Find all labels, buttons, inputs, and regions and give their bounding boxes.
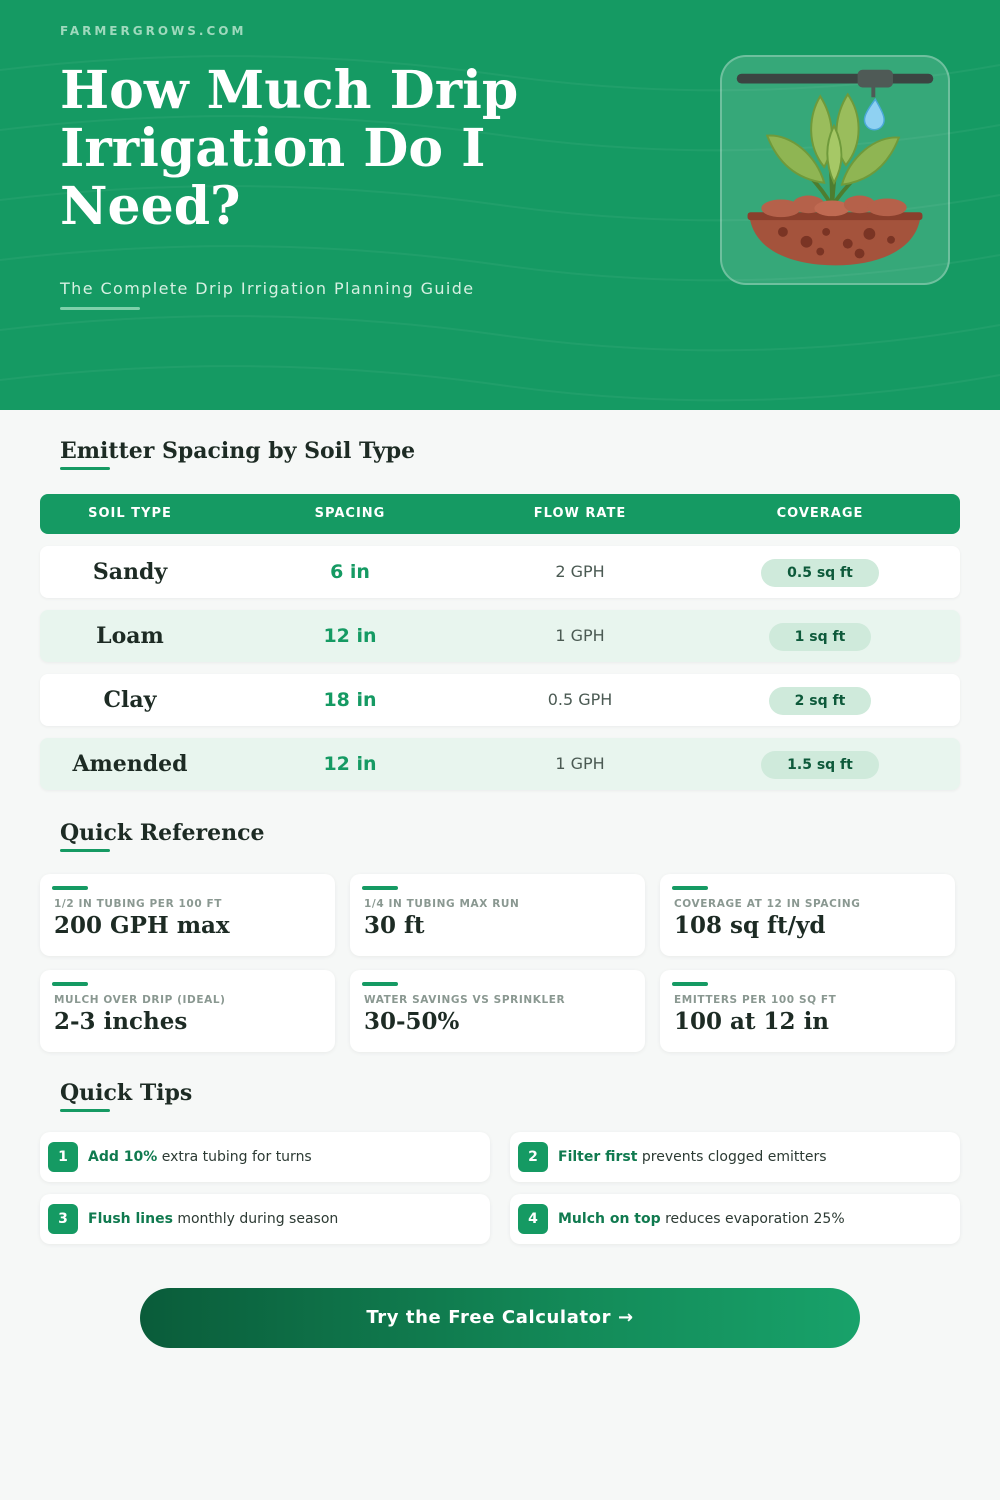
flow-rate-cell: 0.5 GPH (547, 690, 613, 709)
card-accent-bar (362, 886, 398, 890)
card-accent-bar (672, 982, 708, 986)
reference-value: 100 at 12 in (674, 1008, 830, 1035)
coverage-pill: 1.5 sq ft (761, 751, 879, 779)
tip-item (40, 1194, 490, 1244)
card-accent-bar (52, 886, 88, 890)
card-accent-bar (362, 982, 398, 986)
tip-highlight: Mulch on top (558, 1211, 661, 1227)
soil-type-cell: Loam (96, 623, 164, 649)
reference-card (660, 970, 955, 1052)
card-accent-bar (672, 886, 708, 890)
hero-banner (0, 0, 1000, 410)
column-header-spacing: SPACING (314, 506, 386, 521)
page-title: How Much Drip Irrigation Do I Need? (60, 60, 519, 237)
table-row (40, 610, 960, 662)
spacing-cell: 12 in (323, 753, 377, 775)
coverage-cell (730, 674, 910, 726)
reference-card (350, 874, 645, 956)
column-header-coverage: COVERAGE (776, 506, 864, 521)
site-name: FARMERGROWS.COM (60, 24, 247, 38)
tip-item (510, 1194, 960, 1244)
table-row (40, 546, 960, 598)
tip-highlight: Add 10% (88, 1149, 158, 1165)
reference-value: 30-50% (364, 1008, 460, 1035)
free-calculator-button[interactable]: Try the Free Calculator → (140, 1288, 860, 1348)
subtitle-underline (60, 307, 140, 310)
tip-highlight: Flush lines (88, 1211, 173, 1227)
hero-illustration (720, 55, 950, 285)
reference-card (350, 970, 645, 1052)
coverage-cell (730, 546, 910, 598)
section-title-quick-tips: Quick Tips (60, 1080, 193, 1106)
spacing-cell: 18 in (323, 689, 377, 711)
tip-number-badge: 4 (518, 1204, 548, 1234)
soil-type-cell: Clay (103, 687, 157, 713)
soil-type-cell: Amended (72, 751, 188, 777)
section-underline (60, 467, 110, 470)
reference-value: 30 ft (364, 912, 425, 939)
tip-highlight: Filter first (558, 1149, 638, 1165)
tip-rest: monthly during season (172, 1211, 339, 1227)
table-row (40, 674, 960, 726)
flow-rate-cell: 1 GPH (555, 754, 605, 773)
flow-rate-cell: 2 GPH (555, 562, 605, 581)
spacing-cell: 6 in (330, 561, 370, 583)
reference-card (660, 874, 955, 956)
reference-value: 200 GPH max (54, 912, 230, 939)
reference-value: 108 sq ft/yd (674, 912, 826, 939)
tip-rest: prevents clogged emitters (637, 1149, 827, 1165)
page-subtitle: The Complete Drip Irrigation Planning Guide (60, 279, 475, 298)
coverage-cell (730, 738, 910, 790)
section-underline (60, 849, 110, 852)
drip-plant-icon (722, 57, 948, 283)
coverage-pill: 1 sq ft (769, 623, 872, 651)
coverage-pill: 0.5 sq ft (761, 559, 879, 587)
section-title-emitter-spacing: Emitter Spacing by Soil Type (60, 438, 416, 464)
coverage-cell (730, 610, 910, 662)
column-header-soil-type: SOIL TYPE (88, 506, 172, 521)
tip-item (510, 1132, 960, 1182)
flow-rate-cell: 1 GPH (555, 626, 605, 645)
section-underline (60, 1109, 110, 1112)
tip-rest: reduces evaporation 25% (660, 1211, 845, 1227)
reference-label: 1/2 IN TUBING PER 100 FT (54, 898, 223, 910)
tip-number-badge: 2 (518, 1142, 548, 1172)
soil-type-cell: Sandy (92, 559, 168, 585)
table-header (40, 494, 960, 534)
reference-label: 1/4 IN TUBING MAX RUN (364, 898, 520, 910)
column-header-flow-rate: FLOW RATE (533, 506, 627, 521)
tip-item (40, 1132, 490, 1182)
tip-text (558, 1194, 845, 1244)
reference-value: 2-3 inches (54, 1008, 188, 1035)
card-accent-bar (52, 982, 88, 986)
table-row (40, 738, 960, 790)
reference-label: COVERAGE AT 12 IN SPACING (674, 898, 861, 910)
reference-label: MULCH OVER DRIP (IDEAL) (54, 994, 226, 1006)
reference-label: WATER SAVINGS VS SPRINKLER (364, 994, 566, 1006)
reference-card (40, 970, 335, 1052)
reference-card (40, 874, 335, 956)
tip-text (88, 1132, 312, 1182)
tip-text (558, 1132, 827, 1182)
reference-label: EMITTERS PER 100 SQ FT (674, 994, 837, 1006)
coverage-pill: 2 sq ft (769, 687, 872, 715)
section-title-quick-reference: Quick Reference (60, 820, 265, 846)
tip-number-badge: 3 (48, 1204, 78, 1234)
tip-rest: extra tubing for turns (157, 1149, 312, 1165)
tip-number-badge: 1 (48, 1142, 78, 1172)
tip-text (88, 1194, 338, 1244)
spacing-cell: 12 in (323, 625, 377, 647)
